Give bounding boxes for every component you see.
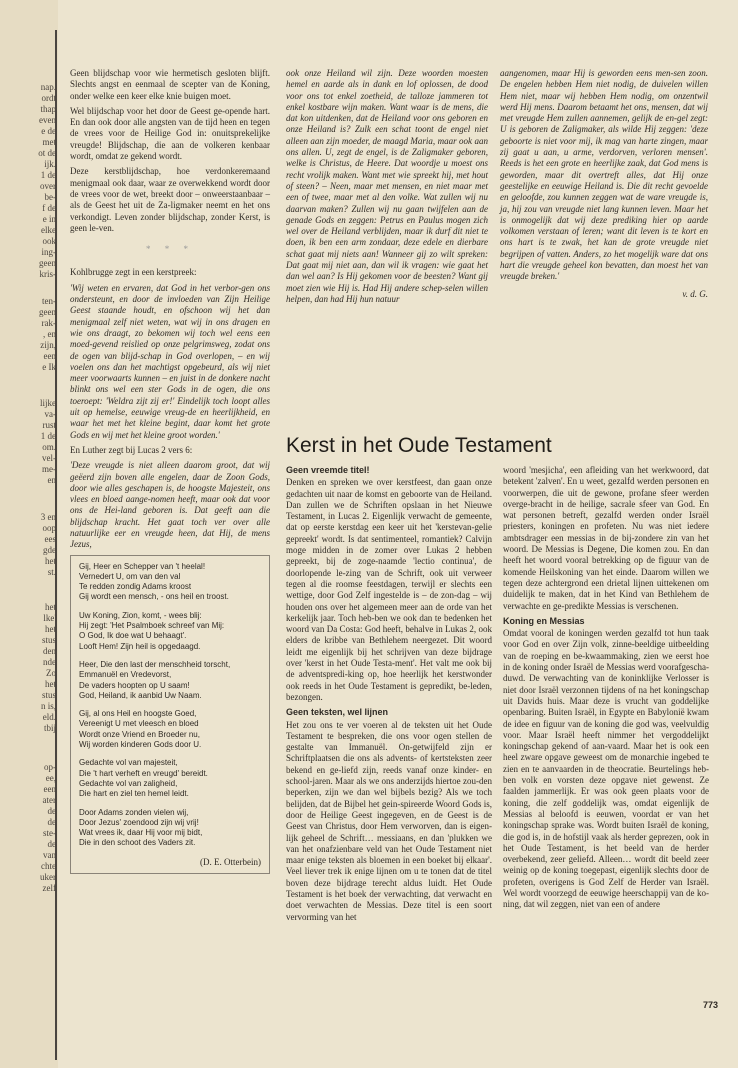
- gutter-fragment: vel-: [42, 453, 56, 463]
- column-1: [70, 68, 270, 874]
- gutter-fragment: 1 de: [40, 431, 56, 441]
- poem-stanza: [79, 660, 261, 701]
- gutter-fragment: ater: [42, 795, 56, 805]
- paragraph: Deze kerstblijdschap, hoe verdonkeremaand menigmaal ook daar, waar ze overwekkend wordt door de vrees voor de wet, breekt door – onweerstaanbaar – als de Geest het uit de Za-ligmaker neemt en het ons verkondigt. Leven zonder blijdschap, zonder Kerst, is geen le-ven.: [70, 166, 270, 233]
- gutter-text-block-6: [24, 762, 56, 894]
- poem-line: Wat vrees ik, daar Hij voor mij bidt,: [79, 828, 203, 838]
- gutter-fragment: een: [43, 784, 56, 794]
- gutter-fragment: ste-: [43, 828, 56, 838]
- poem-line: Vernedert U, om van den val: [79, 571, 181, 581]
- gutter-fragment: Zo: [46, 668, 56, 678]
- gutter-fragment: e Ik: [42, 362, 56, 372]
- poem-stanza: [79, 709, 261, 750]
- poem-line: Die hart en ziel ten hemel leidt.: [79, 789, 189, 799]
- section-heading: Geen vreemde titel!: [286, 465, 370, 475]
- gutter-fragment: gde: [43, 545, 56, 555]
- gutter-fragment: stus: [41, 635, 56, 645]
- poem-stanza: [79, 758, 261, 799]
- poem-line: Uw Koning, Zion, komt, - wees blij:: [79, 610, 202, 620]
- column-3: [500, 68, 708, 300]
- poem-line: Door Adams zonden vielen wij,: [79, 807, 189, 817]
- gutter-fragment: geen: [39, 307, 56, 317]
- gutter-fragment: van: [43, 850, 56, 860]
- gutter-text-block-2: [24, 296, 56, 373]
- gutter-fragment: 1 de: [40, 170, 56, 180]
- gutter-fragment: f de: [42, 203, 56, 213]
- poem-line: Emmanuël en Vredevorst,: [79, 670, 172, 680]
- gutter-fragment: ook: [42, 236, 56, 246]
- gutter-fragment: chte: [41, 861, 56, 871]
- gutter-text-block-5: [24, 602, 56, 734]
- poem-line: Gij, al ons Heil en hoogste Goed,: [79, 709, 197, 719]
- gutter-fragment: het: [45, 602, 56, 612]
- author-signature: v. d. G.: [682, 288, 708, 299]
- section-divider: * * *: [146, 244, 194, 255]
- gutter-fragment: elke: [41, 225, 56, 235]
- gutter-fragment: thap: [40, 104, 56, 114]
- poem-line: Door Jezus' zoendood zijn wij vrij!: [79, 817, 199, 827]
- paragraph: woord 'mesjicha', een afleiding van het werkwoord, dat betekent 'zalven'. En u weet, gezalfd werden personen en voorwerpen, die uit de gewone, profane sfeer werden overge-bracht in de heilige, sacrale sfeer van God. En wat personen betreft, gezalfd werden onder Israël priesters, koningen en profeten. Nu was niet iedere ambtsdrager een messias in de bij-zondere zin van het woord. De Messias is Degene, Die komen zou. En dan heeft het woord vooral betrekking op de figuur van de komende Heilskoning van het einde. Daarom willen we tegen deze achtergrond een drietal lijnen uittekenen om duidelijk te maken, dat in het Kind van Bethlehem de verwachte en ge-predikte Messias is verschenen.: [503, 465, 709, 611]
- gutter-fragment: de: [47, 839, 56, 849]
- poem-stanza: [79, 808, 261, 849]
- quote-continuation: ook onze Heiland wil zijn. Deze woorden moesten hemel en aarde als in dank en lof oplossen, de dood voor ons tot enkel zoetheid, de talloze jammeren tot enkel kostbare wijn maken. Want waar is de mens, die dat kon uitdenken, dat de Heiland voor ons geboren en onze Heiland is? Zulk een schat toont de engel niet alleen aan zijn moeder, de maagd Maria, maar ook aan ons allen. U, zegt de engel, is de Zaligmaker geboren, welke is Christus, de Heere. Dat woordje u moest ons recht vrolijk maken. Want met wie spreekt hij, met hout of steen? – Neen, maar met mensen, en niet maar met een of twee, maar met al den volke. Wat zullen wij nu daarvan maken? Zullen wij nu gaan twijfelen aan de genade Gods en zeggen: Petrus en Paulus mogen zich wel over de Heiland verblijden, maar ik durf dit niet te doen, ik ben een arm zondaar, deze edele en dierbare schat gaat mij niets aan! Wanneer gij zo wilt spreken: Dat gaat mij niet aan, dan wil ik vragen: wie gaat het dan wel aan? Is Hij gekomen voor de beesten? Want gij moet zien wie Hij is. Had Hij andere schep-selen willen helpen, dan had Hij hun natuur: [286, 68, 488, 304]
- paragraph: Geen blijdschap voor wie hermetisch gesloten blijft. Slechts angst en eenmaal de scepter van de Koning, onder welke een keer elke knie buigen moet.: [70, 68, 270, 101]
- gutter-fragment: het: [45, 624, 56, 634]
- poem-line: Gedachte vol van majesteit,: [79, 758, 178, 768]
- gutter-fragment: op-: [44, 762, 56, 772]
- poem-line: Die in den schoot des Vaders zit.: [79, 838, 196, 848]
- gutter-fragment: den: [43, 646, 56, 656]
- gutter-fragment: stus: [41, 690, 56, 700]
- gutter-fragment: ee,: [45, 773, 56, 783]
- gutter-fragment: even: [39, 115, 56, 125]
- section-heading: Koning en Messias: [503, 615, 585, 626]
- gutter-fragment: uker: [40, 872, 56, 882]
- gutter-fragment: ordt: [41, 93, 56, 103]
- section-heading: Geen teksten, wel lijnen: [286, 707, 389, 718]
- article-title: Kerst in het Oude Testament: [286, 434, 552, 457]
- gutter-fragment: lke': [43, 613, 56, 623]
- poem-stanza: [79, 611, 261, 652]
- poem-line: Hij zegt: 'Het Psalmboek schreef van Mij:: [79, 621, 225, 631]
- paragraph: Kohlbrugge zegt in een kerstpreek:: [70, 267, 197, 278]
- gutter-fragment: het: [45, 679, 56, 689]
- gutter-fragment: geen: [39, 258, 56, 268]
- paragraph: Omdat vooral de koningen werden gezalfd tot hun taak voor God en over Zijn volk, zinne-beeldige uitbeelding van de roeping en be-kwaammaking, zien we eerst hoe in de koning onder Israël de Messias werd voorafgescha-duwd. De verwachting van de koninklijke Verlosser is niet door Israël verzonnen tijdens of na het koningschap uit Davids huis. Maar deze is vrucht van goddelijke openbaring. Buiten Israël, in Egypte en Babylonië kwam de idee en figuur van de koning die god was, veelvuldig voor. Maar Israël heeft nimmer het vergoddelijkt koningschap gekend of aan-vaard. Maar het is ook een heel zware opgave geweest om de monarchie ingebed te zien en te aanvaarden in de theocratie. Beurtelings heb-ben volk en vorsten deze opgave niet gewenst. Ze faalden jammerlijk. Er was ook geen plaats voor de koning, die zelf goddelijk was, omdat eigenlijk de Messias al beloofd is eeuwen, voordat er van het koningschap sprake was. Wordt buiten Israël de koning, die god is, in de hofstijl vaak als herder geprezen, ook in het Oude Testament, is het beeld van de herder overbekend, zeer geliefd. Alleen… wordt dit beeld zeer weinig op de koning toegepast, eigenlijk slechts door de profeten, overigens is God Zelf de Herder van Israël. Wel wordt voorzegd de eeuwige heerschappij van de ko-ning, dat wil zeggen, niet van een of andere: [503, 628, 709, 910]
- gutter-fragment: va-: [44, 409, 56, 419]
- gutter-fragment: met: [42, 137, 56, 147]
- gutter-fragment: rak-: [41, 318, 56, 328]
- paragraph: Wel blijdschap voor het door de Geest ge-opende hart. En dan ook door alle angsten van de tijd heen en tegen de vrees voor de Heilige God in: onuitsprekelijke vreugde! Blijdschap, die aan de volkeren kenbaar wordt, omdat ze gekend wordt.: [70, 105, 270, 162]
- gutter-fragment: en: [47, 475, 56, 485]
- gutter-fragment: over: [40, 181, 56, 191]
- paragraph: Denken en spreken we over kerstfeest, dan gaan onze gedachten uit naar de komst en geboorte van de Heiland. Dan zullen we de Schriften opslaan in het Nieuwe Testament, in Lucas 2. Eigenlijk verwacht de gemeente, dat op eerste kerstdag een keer uit het 'kerstevan-gelie gepreekt' wordt. Is dat sentimenteel, romantiek? Calvijn moge midden in de zomer over Lukas 2 hebben gepreekt, bij de zoge-naamde 'lectio continua', de doorlopende le-zing van de Schrift, ook uit verweer tegen al die roomse feestdagen, terwijl er slechts een wettige, door God Zelf ingestelde is – de zon-dag – wij houden ons over het algemeen meer aan de orde van het kerkelijk jaar. Toch heb-ben we ook dan te bedenken het woord van Da Costa: God heeft, behalve in Lukas 2, ook elders de kribbe van Bethlehem neergezet. Dit woord leidt me eigenlijk bij het schrijven van deze bijdrage over 'kerst in het Oude Testa-ment'. Het valt me ook bij de adventspredi-king op, hoe heerlijk het kerstwonder ook reeds in het Oude Testament is gepredikt, be-leden, bezongen.: [286, 477, 492, 702]
- poem-line: Gij wordt een mensch, - ons heil en troost.: [79, 592, 229, 602]
- page-number: 773: [702, 1000, 718, 1010]
- gutter-fragment: nde: [43, 657, 56, 667]
- gutter-fragment: kris-: [39, 269, 56, 279]
- quote-continuation: aangenomen, maar Hij is geworden eens men-sen zoon. De engelen hebben Hem niet nodig, de duivelen willen Hem niet, maar wij hebben Hem nodig, om onzentwil werd Hij mens. Daarom betaamt het ons, mensen, dat wij met vreugde Hem zullen aannemen, gelijk de en-gel zegt: U is geboren de Zaligmaker, als wilde Hij zeggen: 'deze geboorte is niet voor mij, ik mag van harte zingen, maar zij gaat u aan, u arme, verdorven, verloren mensen'. Reeds is het een grote en heerlijke zaak, dat God mens is geworden, maar dit overtreft alles, dat Hij onze geestelijke en eeuwige Heiland is. Die dit recht gevoelde en geloofde, zou kunnen zeggen wat de ware vreugde is, ja, hij zou van vreugde niet lang kunnen leven. Maar het is onmogelijk dat wij deze prediking hier op aarde volkomen verstaan of leren; want dit leven is te kort en ons hart is te zwak, het kan de grote vreugde niet begrijpen of vatten. Anders, zo het mogelijk ware dat ons hart die vreugde geheel kon bevatten, dan moest het van vreugde breken.': [500, 68, 708, 282]
- gutter-fragment: nap.: [40, 82, 56, 92]
- gutter-fragment: me-: [42, 464, 56, 474]
- gutter-fragment: ees: [44, 534, 56, 544]
- poem-line: Wij worden kinderen Gods door U.: [79, 740, 202, 750]
- poem-line: Wordt onze Vriend en Broeder nu,: [79, 729, 200, 739]
- poem-line: De vaders hoopten op U saam!: [79, 680, 190, 690]
- poem-line: Heer, Die den last der menschheid torscht,: [79, 659, 231, 669]
- quote-luther: 'Deze vreugde is niet alleen daarom groot, dat wij geëerd zijn boven alle engelen, daar de Zoon Gods, door wie alles geschapen is, de hoogste Majesteit, ons vlees en bloed aange-nomen heeft, maar ook dat voor ons de Hei-land geboren is. Dat geeft aan die blijdschap kracht. Het gaat toch ver over alle natuurlijke eer en vreugde heen, dat Hij, de mens Jezus,: [70, 460, 270, 550]
- gutter-text-block-1: [24, 82, 56, 280]
- gutter-text-block-3: [24, 398, 56, 486]
- paragraph: En Luther zegt bij Lucas 2 vers 6:: [70, 444, 193, 455]
- article-column-2: [503, 465, 709, 915]
- gutter-fragment: , en: [43, 329, 56, 339]
- gutter-fragment: e de: [41, 126, 56, 136]
- gutter-fragment: lijke: [40, 398, 56, 408]
- article-column-1: [286, 465, 492, 927]
- poem-line: God, Heiland, ik aanbid Uw Naam.: [79, 690, 202, 700]
- poem-line: Gij, Heer en Schepper van 't heelal!: [79, 561, 206, 571]
- gutter-fragment: het: [45, 556, 56, 566]
- gutter-fragment: ing-: [41, 247, 56, 257]
- poem-line: O God, Ik doe wat U behaagt'.: [79, 631, 187, 641]
- gutter-fragment: st.: [47, 567, 56, 577]
- gutter-fragment: de: [47, 806, 56, 816]
- gutter-fragment: ot de: [38, 148, 56, 158]
- poem-line: Vereenigt U met vleesch en bloed: [79, 719, 199, 729]
- poem-line: Gedachte vol van zaligheid,: [79, 778, 178, 788]
- quote-kohlbrugge: 'Wij weten en ervaren, dat God in het verbor-gen ons ondersteunt, en door de invloeden van Zijn Heilige Geest staande houdt, en ofschoon wij het dan menigmaal zelf niet weten, wat wij in ons dragen en wie ons draagt, zo bekomen wij toch wel eens een moed-gevend reislied op onze pelgrimsweg, zodat ons de ogen van blijd-schap in God overlopen, – en wij voelen ons dan het machtigst opgebeurd, als wij niet meer voorwaarts kunnen – en juist in de donkere nacht blinkt ons wel een ster Gods in de ogen, die ons toeroept: 'Weldra zijt zij er!' Eindelijk toch loopt alles uit op hemelse, eeuwige vreug-de en heerlijkheid, en waar het met het kleine begint, daar komt het grote Gods en wij met het kleine groot worden.': [70, 282, 270, 440]
- gutter-fragment: de: [47, 817, 56, 827]
- gutter-fragment: tbij: [43, 723, 56, 733]
- poem-line: Looft Hem! Zijn heil is opgedaagd.: [79, 641, 201, 651]
- paragraph: Het zou ons te ver voeren al de teksten uit het Oude Testament te bespreken, die ons voor ogen stellen de gestalte van Immanuël. On-getwijfeld zijn er Schriftplaatsen die ons als advents- of kertsteksten zeer bekend en ge-liefd zijn, reeds vanaf onze kinder- en school-jaren. Maar als we ons anderzijds hiertoe zou-den beperken, zijn we dan wel bijbels bezig? Als we toch belijden, dat de Bijbel het gein-spireerde Woord Gods is, door de Heilige Geest ingegeven, en de Geest is de Geest van Christus, door Hem verworven, dan is eigen-lijk geheel de Schrift… messiaans, en dan 'plukken we van het onafzienbare veld van het Oude Testament niet maar enige teksten als bloemen in een boeket bij elkaar'. Veel liever trek ik enige lijnen om u te tonen dat de titel boven deze bijdrage terecht aldus luidt. Het Oude Testament is het boek der verwachting, dat verwacht en doet verwachten de Messias. Deze titel is een soort vervorming van het: [286, 719, 492, 922]
- gutter-text-block-4: [24, 512, 56, 578]
- gutter-fragment: n is,: [40, 701, 56, 711]
- gutter-fragment: een: [43, 351, 56, 361]
- gutter-fragment: 3 en: [40, 512, 56, 522]
- gutter-fragment: zijn,: [40, 340, 56, 350]
- poem-box: [70, 555, 270, 874]
- gutter-fragment: oop: [42, 523, 56, 533]
- gutter-fragment: zelf: [42, 883, 56, 893]
- gutter-fragment: rust: [42, 420, 56, 430]
- gutter-fragment: be-: [44, 192, 56, 202]
- gutter-fragment: om.: [42, 442, 56, 452]
- gutter-fragment: ijk.: [44, 159, 56, 169]
- poem-author: (D. E. Otterbein): [200, 856, 261, 867]
- poem-line: Die 't hart verheft en vreugd' bereidt.: [79, 768, 208, 778]
- gutter-fragment: e in: [42, 214, 56, 224]
- gutter-fragment: ten-: [42, 296, 56, 306]
- column-2: [286, 68, 488, 309]
- poem-stanza: [79, 562, 261, 603]
- gutter-fragment: eld.: [42, 712, 56, 722]
- poem-line: Te redden zondig Adams kroost: [79, 582, 192, 592]
